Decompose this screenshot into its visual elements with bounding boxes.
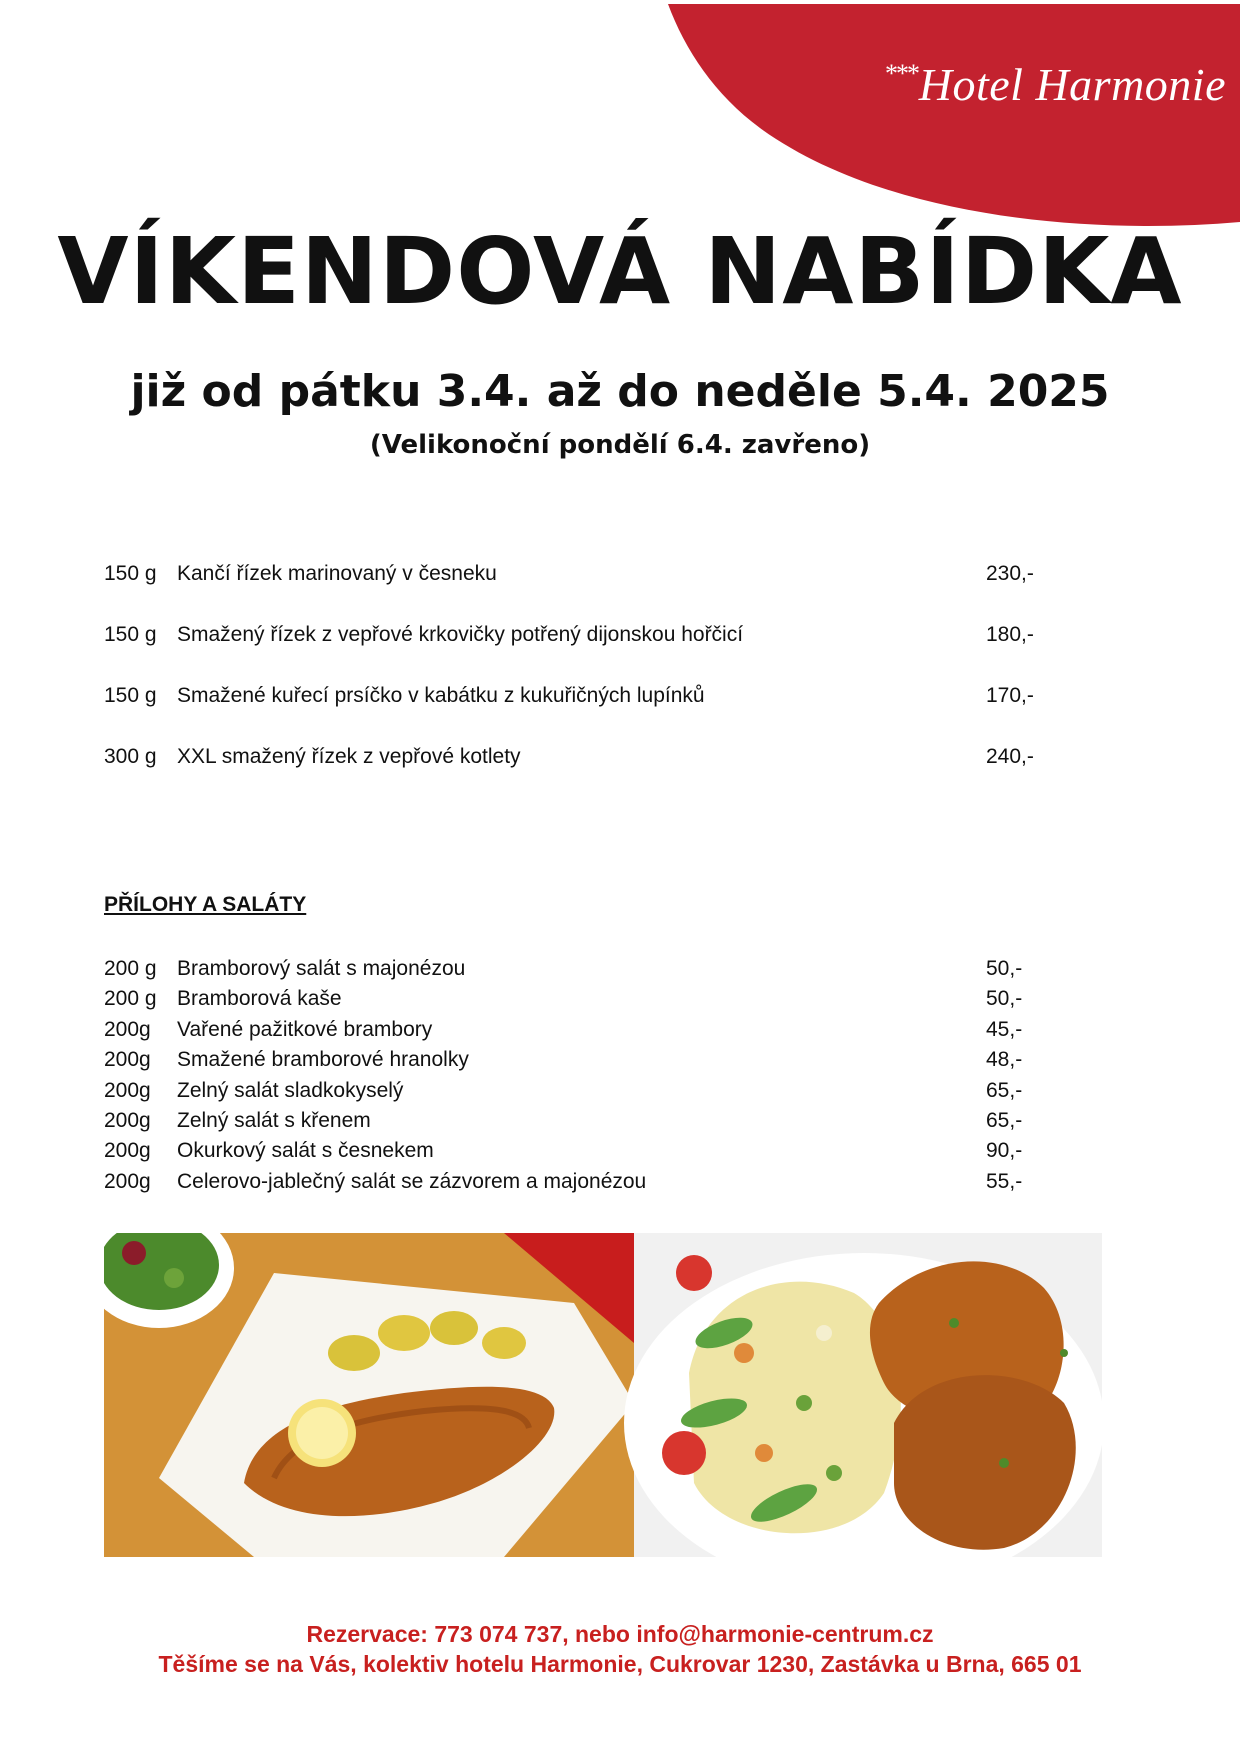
side-item (104, 1015, 1064, 1045)
menu-item (104, 620, 1064, 650)
item-weight: 200g (104, 1017, 151, 1041)
header-swoosh (0, 0, 1240, 240)
item-price: 50,- (986, 957, 1023, 980)
item-name: Bramborový salát s majonézou (177, 957, 466, 980)
item-weight: 150 g (104, 623, 157, 646)
sides-heading: PŘÍLOHY A SALÁTY (104, 893, 307, 916)
side-item (104, 1076, 1064, 1106)
menu-item (104, 681, 1064, 711)
item-price: 180,- (986, 623, 1034, 646)
item-name: Celerovo-jablečný salát se zázvorem a majonézou (177, 1169, 647, 1193)
item-price: 240,- (986, 745, 1034, 768)
item-price: 50,- (986, 987, 1023, 1011)
address-line: Těšíme se na Vás, kolektiv hotelu Harmonie, Cukrovar 1230, Zastávka u Brna, 665 01 (158, 1651, 1082, 1677)
item-price: 65,- (986, 1078, 1023, 1102)
side-item (104, 1167, 1064, 1197)
side-item (104, 1136, 1064, 1166)
menu-item (104, 559, 1064, 589)
item-name: Okurkový salát s česnekem (177, 1139, 434, 1163)
menu-item (104, 742, 1064, 772)
item-name: Vařené pažitkové brambory (177, 1017, 433, 1041)
item-price: 230,- (986, 562, 1034, 585)
item-name: Kančí řízek marinovaný v česneku (177, 562, 497, 585)
item-name: Zelný salát sladkokyselý (177, 1078, 404, 1102)
side-item (104, 1045, 1064, 1075)
hotel-logo (884, 58, 1226, 111)
item-price: 55,- (986, 1169, 1023, 1193)
logo-name: Hotel Harmonie (918, 59, 1226, 110)
item-weight: 200g (104, 1169, 151, 1193)
item-name: Bramborová kaše (177, 987, 342, 1011)
page-title: VÍKENDOVÁ NABÍDKA (57, 218, 1183, 325)
date-range: již od pátku 3.4. až do neděle 5.4. 2025 (130, 366, 1110, 417)
item-weight: 200g (104, 1139, 151, 1163)
item-price: 170,- (986, 684, 1034, 707)
item-price: 65,- (986, 1108, 1023, 1132)
sides-list (104, 954, 1064, 1197)
potato-salad-photo (624, 1233, 1102, 1557)
schnitzel-photo (104, 1233, 634, 1557)
side-item (104, 984, 1064, 1014)
food-photos (104, 1233, 1102, 1557)
item-price: 45,- (986, 1017, 1023, 1041)
item-weight: 200 g (104, 987, 157, 1011)
main-dishes-list (104, 559, 1064, 803)
item-name: Smažený řízek z vepřové krkovičky potřený dijonskou hořčicí (177, 623, 744, 646)
item-name: XXL smažený řízek z vepřové kotlety (177, 745, 521, 768)
item-weight: 150 g (104, 562, 157, 585)
item-name: Smažené bramborové hranolky (177, 1048, 469, 1072)
item-weight: 300 g (104, 745, 157, 768)
logo-stars: *** (883, 59, 917, 88)
item-weight: 200g (104, 1078, 151, 1102)
item-price: 48,- (986, 1048, 1023, 1072)
item-price: 90,- (986, 1139, 1023, 1163)
item-weight: 150 g (104, 684, 157, 707)
side-item (104, 1106, 1064, 1136)
item-name: Zelný salát s křenem (177, 1108, 371, 1132)
item-name: Smažené kuřecí prsíčko v kabátku z kukuřičných lupínků (177, 684, 705, 707)
side-item (104, 954, 1064, 984)
item-weight: 200g (104, 1108, 151, 1132)
item-weight: 200 g (104, 957, 157, 980)
item-weight: 200g (104, 1048, 151, 1072)
closure-note: (Velikonoční pondělí 6.4. zavřeno) (369, 430, 871, 460)
reservation-contact: Rezervace: 773 074 737, nebo info@harmonie-centrum.cz (306, 1621, 934, 1647)
